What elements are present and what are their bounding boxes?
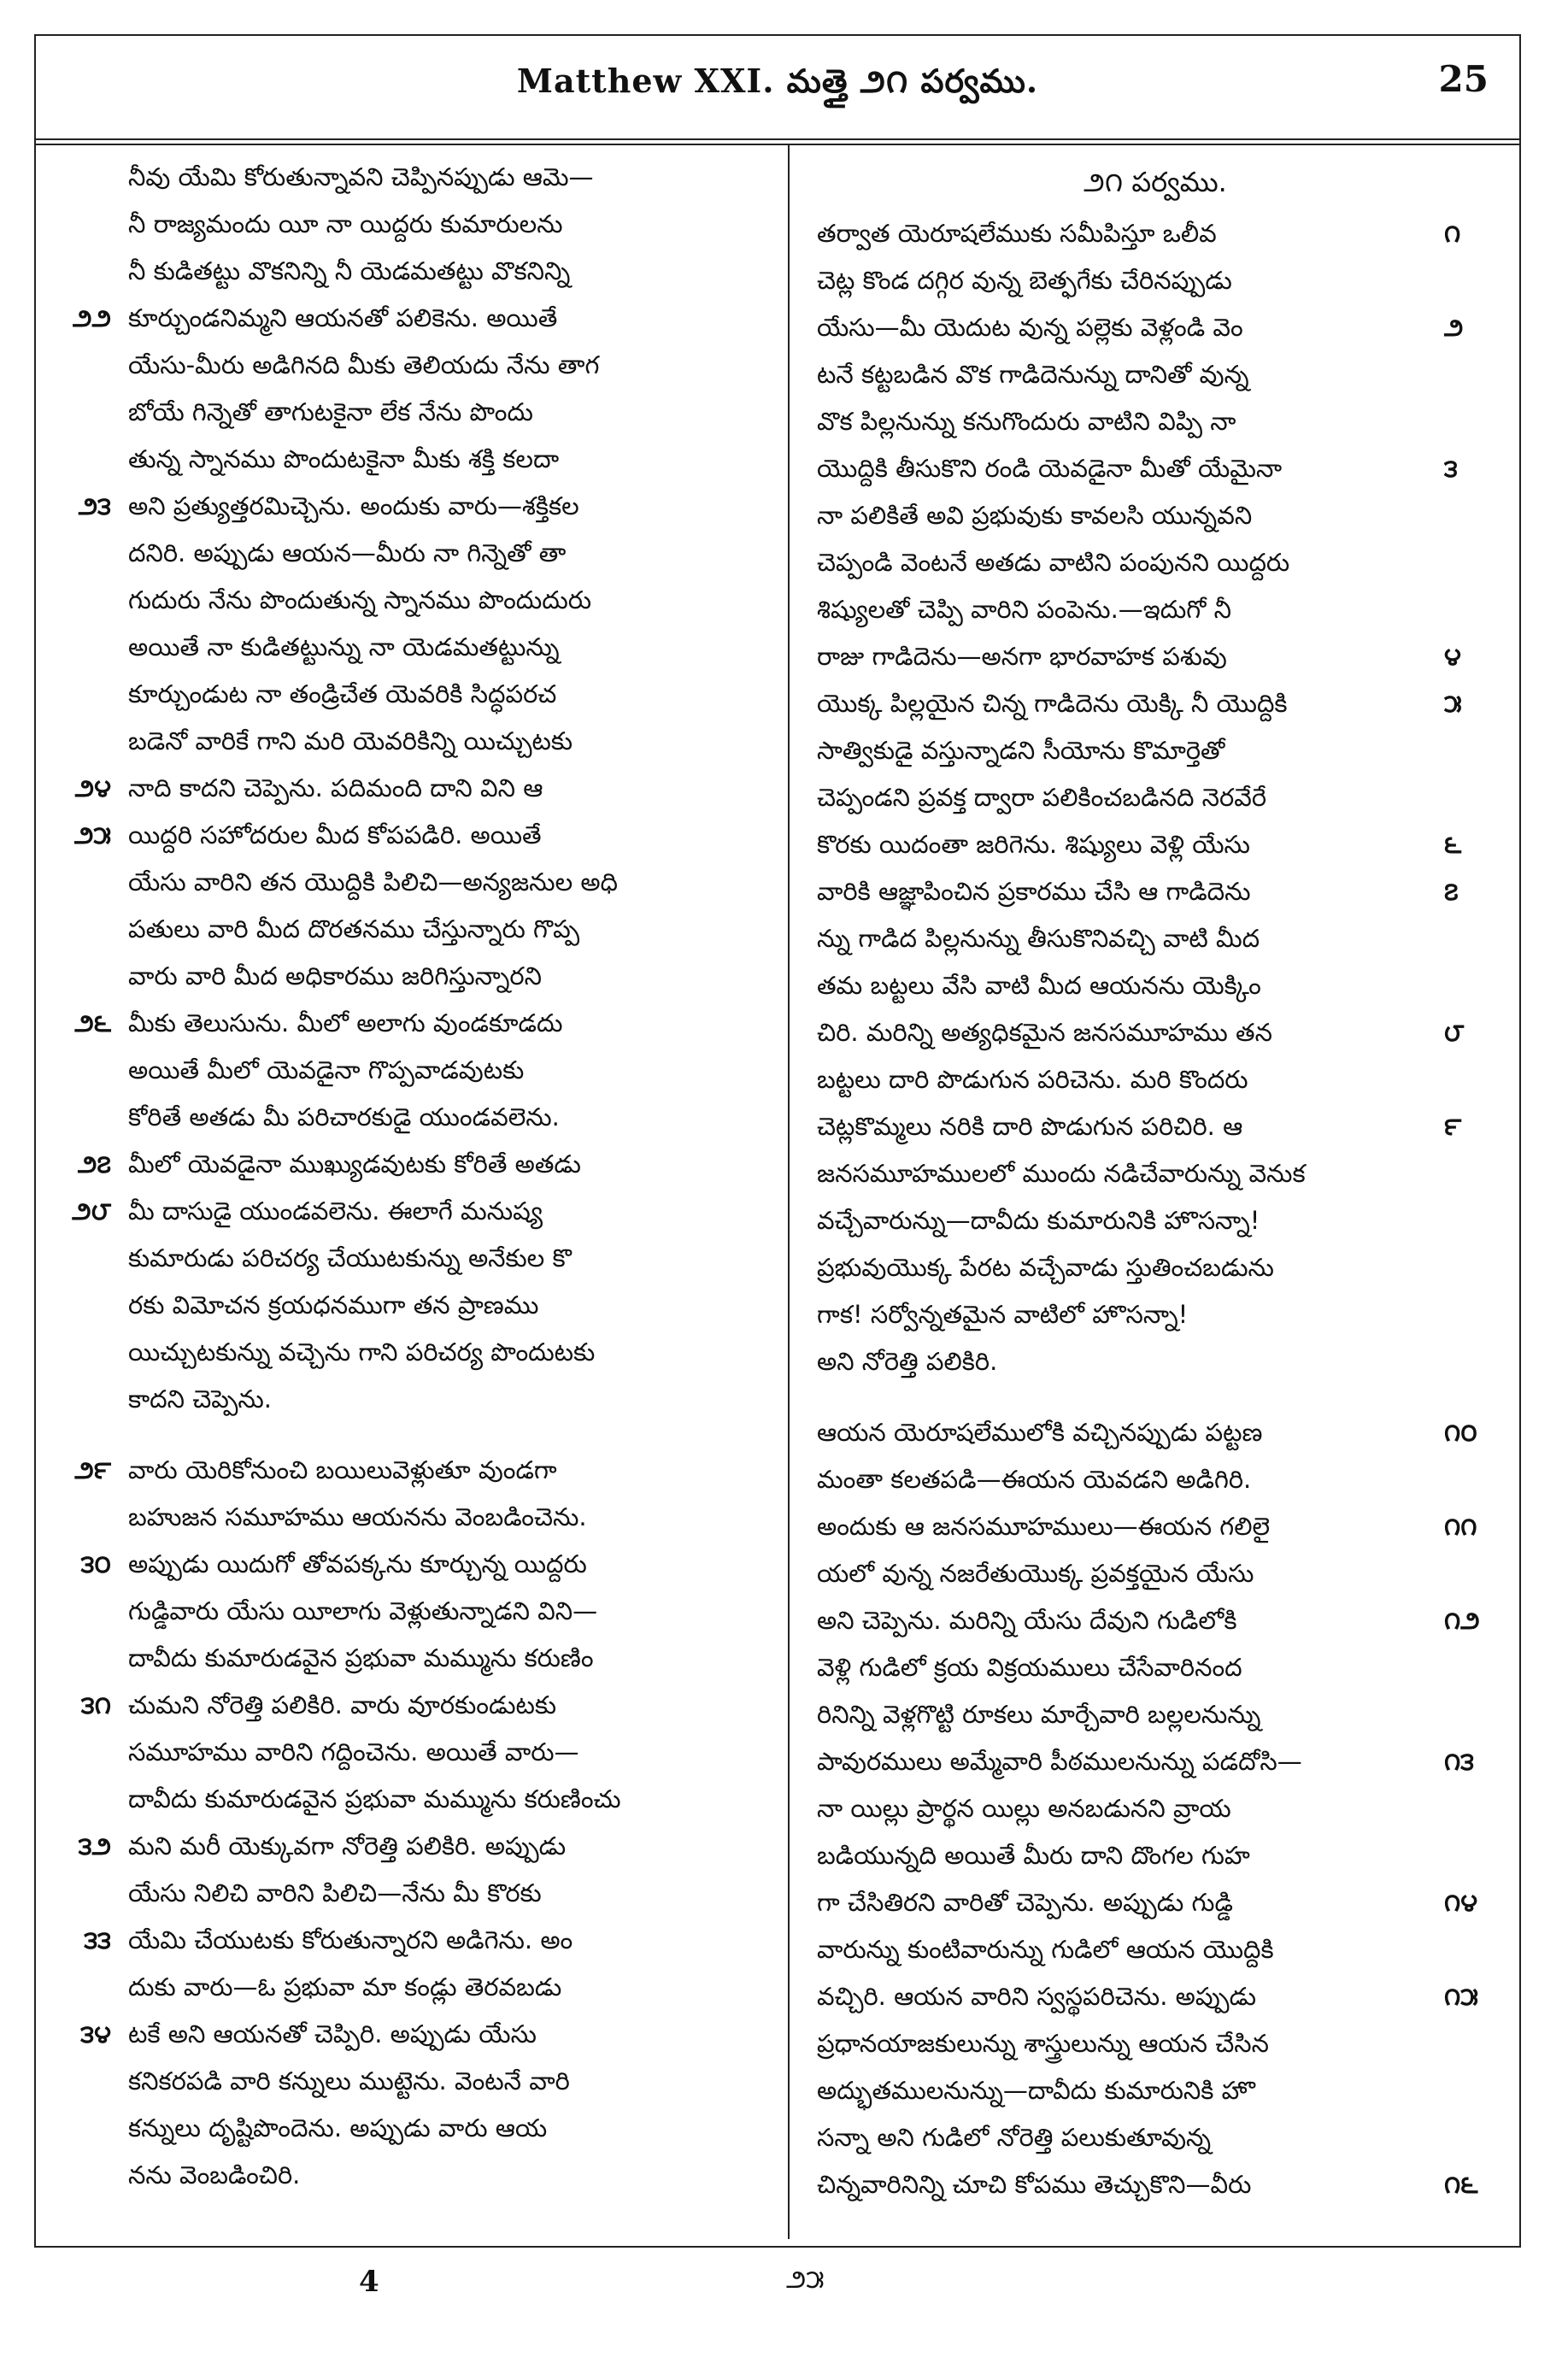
verse-number: ౩౪ (80, 2019, 111, 2048)
line-text: యేసు—మీ యెదుట వున్న పల్లెకు వెళ్లండి వెం (817, 313, 1243, 342)
text-line (43, 1376, 778, 1423)
text-line (43, 1447, 778, 1494)
text-line (43, 2011, 778, 2058)
line-text: బడియున్నది అయితే మీరు దాని దొంగల గుహ (817, 1841, 1250, 1870)
text-line (43, 248, 778, 295)
line-text: యేమి చేయుటకు కోరుతున్నారని అడిగెను. అం (128, 1925, 573, 1954)
line-text: నా యిల్లు ప్రార్థన యిల్లు అనబడునని వ్రాయ (817, 1794, 1231, 1823)
line-text: జనసమూహములలో ముందు నడిచేవారున్ను వెనుక (817, 1159, 1306, 1188)
text-line (798, 1409, 1512, 1456)
line-text: మీలో యెవడైనా ముఖ్యుడవుటకు కోరితే అతడు (128, 1149, 581, 1178)
text-line (798, 1879, 1512, 1926)
running-title: Matthew XXI. మత్తై ౨౧ పర్వము. (516, 62, 1039, 100)
line-text: గా చేసితిరని వారితో చెప్పెను. అప్పుడు గుడ్డి (817, 1888, 1233, 1917)
line-text: అయితే నా కుడితట్టున్ను నా యెడమతట్టున్ను (128, 632, 560, 661)
line-text: సాత్వికుడై వస్తున్నాడని సీయోను కొమార్తెతో (817, 736, 1225, 765)
text-line (798, 1691, 1512, 1738)
text-line (43, 2152, 778, 2199)
signature-mark: 4 (359, 2265, 379, 2299)
right-column (798, 154, 1512, 2208)
line-text: సన్నా అని గుడిలో నోరెత్తి పలుకుతూవున్న (817, 2123, 1212, 2152)
line-text: నను వెంబడించిరి. (128, 2160, 301, 2189)
line-text: వచ్చేవారున్ను—దావీదు కుమారునికి హొసన్నా! (817, 1206, 1260, 1235)
text-line (43, 483, 778, 530)
text-line (43, 577, 778, 624)
text-line (43, 1094, 778, 1141)
verse-number: ౨౭ (77, 1149, 111, 1178)
line-text: మంతా కలతపడి—ఈయన యెవడని అడిగిరి. (817, 1465, 1252, 1494)
text-line (43, 1682, 778, 1729)
line-text: రాజు గాడిదెను—అనగా భారవాహక పశువు (817, 642, 1227, 671)
text-line (798, 2114, 1512, 2161)
text-line (798, 351, 1512, 398)
line-text: అందుకు ఆ జనసమూహములు—ఈయన గలిలై (817, 1512, 1271, 1541)
line-text: నీ రాజ్యమందు యీ నా యిద్దరు కుమారులను (128, 209, 563, 238)
line-text: శిష్యులతో చెప్పి వారిని పంపెను.—ఇదుగో నీ (817, 595, 1231, 624)
left-column (43, 154, 778, 2199)
page-number: 25 (1438, 58, 1489, 100)
text-line (43, 530, 778, 577)
text-line (43, 1729, 778, 1776)
verse-number: ౧౩ (1444, 1747, 1475, 1776)
line-text: కుమారుడు పరిచర్య చేయుటకున్ను అనేకుల కొ (128, 1243, 572, 1273)
text-line (43, 1047, 778, 1094)
verse-number: ౩౨ (78, 1831, 111, 1860)
text-line (798, 586, 1512, 633)
text-line (43, 1000, 778, 1047)
verse-number: ౩ (1444, 454, 1458, 483)
line-text: నీవు యేమి కోరుతున్నావని చెప్పినప్పుడు ఆమె— (128, 162, 594, 191)
text-line (798, 398, 1512, 445)
line-text: పావురములు అమ్మేవారి పీఠములనున్ను పడదోసి— (817, 1747, 1302, 1776)
line-text: వారు వారి మీద అధికారము జరిగిస్తున్నారని (128, 961, 542, 990)
text-line (43, 201, 778, 248)
line-text: చెప్పండని ప్రవక్త ద్వారా పలికించబడినది నెరవేరే (817, 783, 1267, 812)
verse-number: ౨౫ (73, 820, 111, 849)
text-line (798, 774, 1512, 821)
line-text: పతులు వారి మీద దొరతనము చేస్తున్నారు గొప్ప (128, 914, 580, 943)
text-line (43, 1588, 778, 1635)
verse-number: ౨౮ (72, 1196, 111, 1226)
text-line (798, 727, 1512, 774)
text-line (798, 1738, 1512, 1785)
line-text: బట్టలు దారి పొడుగున పరిచెను. మరి కొందరు (817, 1065, 1248, 1094)
verse-number: ౩౩ (84, 1925, 111, 1954)
text-line (798, 915, 1512, 962)
text-line (798, 821, 1512, 868)
line-text: దావీదు కుమారుడవైన ప్రభువా మమ్మును కరుణిం (128, 1643, 594, 1672)
line-text: చుమని నోరెత్తి పలికిరి. వారు వూరకుండుటకు (128, 1690, 557, 1719)
line-text: కనికరపడి వారి కన్నులు ముట్టెను. వెంటనే వారి (128, 2066, 570, 2095)
text-line (798, 1926, 1512, 1973)
text-line (43, 1776, 778, 1823)
text-line (798, 1832, 1512, 1879)
verse-number: ౨౨ (73, 303, 111, 332)
text-line (43, 718, 778, 765)
header-rule-double (34, 144, 1521, 145)
text-line (798, 1503, 1512, 1550)
text-line (798, 304, 1512, 351)
line-text: చెప్పండి వెంటనే అతడు వాటిని పంపునని యిద్దరు (817, 548, 1290, 577)
verse-number: ౧౫ (1444, 1982, 1478, 2011)
verse-number: ౯ (1444, 1112, 1462, 1141)
verse-number: ౧౦ (1444, 1418, 1477, 1447)
text-line (798, 1150, 1512, 1197)
line-text: మీ దాసుడై యుండవలెను. ఈలాగే మనుష్య (128, 1196, 543, 1226)
line-text: యొక్క పిల్లయైన చిన్న గాడిదెను యెక్కి నీ యొద్దికి (817, 689, 1288, 718)
text-line (798, 633, 1512, 680)
text-line (798, 539, 1512, 586)
verse-number: ౨౬ (74, 1008, 111, 1037)
header-rule (34, 138, 1521, 140)
text-line (798, 1056, 1512, 1103)
verse-number: ౧౬ (1444, 2170, 1478, 2199)
text-line (798, 492, 1512, 539)
verse-number: ౬ (1444, 830, 1462, 859)
text-line (43, 671, 778, 718)
text-line (798, 2067, 1512, 2114)
line-text: దుకు వారు—ఓ ప్రభువా మా కండ్లు తెరవబడు (128, 1972, 562, 2001)
line-text: చిరి. మరిన్ని అత్యధికమైన జనసమూహము తన (817, 1018, 1272, 1047)
text-line (798, 1973, 1512, 2020)
line-text: ఆయన యెరూషలేములోకి వచ్చినప్పుడు పట్టణ (817, 1418, 1263, 1447)
page-footer (34, 2256, 1521, 2316)
verse-number: ౫ (1444, 689, 1462, 718)
verse-number: ౧౪ (1444, 1888, 1478, 1917)
line-text: న్ను గాడిద పిల్లనున్ను తీసుకొనివచ్చి వాటి మీద (817, 924, 1260, 953)
line-text: యలో వున్న నజరేతుయొక్క ప్రవక్తయైన యేసు (817, 1559, 1254, 1588)
line-text: యొద్దికి తీసుకొని రండి యెవడైనా మీతో యేమైనా (817, 454, 1283, 483)
text-line (43, 1823, 778, 1870)
text-line (798, 1644, 1512, 1691)
chapter-heading: ౨౧ పర్వము. (1084, 166, 1227, 198)
line-text: యిచ్చుటకున్ను వచ్చెను గాని పరిచర్య పొందుటకు (128, 1337, 596, 1367)
text-line (43, 1541, 778, 1588)
line-text: అయితే మీలో యెవడైనా గొప్పవాడవుటకు (128, 1055, 525, 1084)
line-text: తర్వాత యెరూషలేముకు సమీపిస్తూ ఒలీవ (817, 219, 1217, 248)
text-line (43, 906, 778, 953)
line-text: చిన్నవారినిన్ని చూచి కోపము తెచ్చుకొని—వీరు (817, 2170, 1252, 2199)
text-line (798, 1456, 1512, 1503)
line-text: నా పలికితే అవి ప్రభువుకు కావలసి యున్నవని (817, 501, 1253, 530)
text-line (43, 295, 778, 342)
verse-number: ౧ (1444, 219, 1461, 248)
text-line (43, 1917, 778, 1964)
line-text: ప్రధానయాజకులున్ను శాస్త్రులున్ను ఆయన చేసిన (817, 2029, 1269, 2058)
line-text: తమ బట్టలు వేసి వాటి మీద ఆయనను యెక్కిం (817, 971, 1261, 1000)
text-line (798, 1597, 1512, 1644)
text-line (43, 1329, 778, 1376)
verse-number: ౩౧ (80, 1690, 111, 1719)
text-line (43, 2058, 778, 2105)
right-column-lines (798, 210, 1512, 2208)
text-line (43, 1635, 778, 1682)
verse-number: ౨౪ (74, 773, 111, 802)
line-text: తున్న స్నానము పొందుటకైనా మీకు శక్తి కలదా (128, 444, 560, 473)
line-text: యిద్దరి సహోదరుల మీద కోపపడిరి. అయితే (128, 820, 542, 849)
line-text: కూర్చుండుట నా తండ్రిచేత యెవరికి సిద్ధపరచ (128, 679, 557, 708)
line-text: కోరితే అతడు మీ పరిచారకుడై యుండవలెను. (128, 1102, 560, 1131)
line-text: నాది కాదని చెప్పెను. పదిమంది దాని విని ఆ (128, 773, 543, 802)
line-text: అని ప్రత్యుత్తరమిచ్చెను. అందుకు వారు—శక్తికల (128, 491, 579, 520)
verse-number: ౧౧ (1444, 1512, 1477, 1541)
line-text: కాదని చెప్పెను. (128, 1384, 272, 1414)
line-text: బడెనో వారికే గాని మరి యెవరికిన్ని యిచ్చుటకు (128, 726, 573, 755)
line-text: కన్నులు దృష్టిపొందెను. అప్పుడు వారు ఆయ (128, 2113, 548, 2142)
line-text: చెట్ల కొండ దగ్గిర వున్న బెత్ఫగేకు చేరినప్పుడు (817, 266, 1232, 295)
text-line (798, 445, 1512, 492)
text-line (798, 680, 1512, 727)
text-line (798, 1338, 1512, 1385)
text-line (798, 1009, 1512, 1056)
text-line (43, 1494, 778, 1541)
verse-number: ౨ (1444, 313, 1464, 342)
text-line (43, 1188, 778, 1235)
line-text: కూర్చుండనిమ్మని ఆయనతో పలికెను. అయితే (128, 303, 558, 332)
column-divider (788, 145, 790, 2239)
line-text: యేసు-మీరు అడిగినది మీకు తెలియదు నేను తాగ (128, 350, 600, 379)
text-line (43, 342, 778, 389)
text-line (798, 1291, 1512, 1338)
verse-number: ౪ (1444, 642, 1461, 671)
line-text: టకే అని ఆయనతో చెప్పిరి. అప్పుడు యేసు (128, 2019, 537, 2048)
text-line (43, 1870, 778, 1917)
text-line (43, 2105, 778, 2152)
text-line (798, 1197, 1512, 1244)
verse-number: ౮ (1444, 1018, 1465, 1047)
line-text: ప్రభువుయొక్క పేరట వచ్చేవాడు స్తుతించబడును (817, 1253, 1274, 1282)
text-line (43, 436, 778, 483)
line-text: అప్పుడు యిదుగో తోవపక్కను కూర్చున్న యిద్దరు (128, 1549, 587, 1578)
verse-number: ౭ (1444, 877, 1459, 906)
line-text: అని నోరెత్తి పలికిరి. (817, 1347, 998, 1376)
line-text: మని మరీ యెక్కువగా నోరెత్తి పలికిరి. అప్పుడు (128, 1831, 567, 1860)
text-line (43, 765, 778, 812)
verse-number: ౩౦ (80, 1549, 111, 1578)
line-text: బోయే గిన్నెతో తాగుటకైనా లేక నేను పొందు (128, 397, 533, 426)
line-text: యేసు వారిని తన యొద్దికి పిలిచి—అన్యజనుల అధి (128, 867, 619, 896)
folio-mark: ౨౫ (786, 2265, 825, 2295)
line-text: వారికి ఆజ్ఞాపించిన ప్రకారము చేసి ఆ గాడిదెను (817, 877, 1251, 906)
text-line (43, 1235, 778, 1282)
line-text: దావీదు కుమారుడవైన ప్రభువా మమ్మును కరుణించు (128, 1784, 621, 1813)
line-text: వొక పిల్లనున్ను కనుగొందురు వాటిని విప్పి నా (817, 407, 1236, 436)
line-text: గుడ్డివారు యేసు యీలాగు వెళ్లుతున్నాడని విని— (128, 1596, 598, 1625)
text-line (43, 812, 778, 859)
line-text: కొరకు యిదంతా జరిగెను. శిష్యులు వెళ్లి యేసు (817, 830, 1250, 859)
text-line (43, 624, 778, 671)
page-header (34, 43, 1521, 137)
text-line (798, 210, 1512, 257)
text-line (43, 389, 778, 436)
text-line (798, 2161, 1512, 2208)
text-line (43, 1141, 778, 1188)
text-line (798, 1550, 1512, 1597)
line-text: అని చెప్పెను. మరిన్ని యేసు దేవుని గుడిలోకి (817, 1606, 1237, 1635)
line-text: టనే కట్టబడిన వొక గాడిదెనున్ను దానితో వున్న (817, 360, 1249, 389)
paragraph-gap (43, 1423, 778, 1447)
line-text: యేసు నిలిచి వారిని పిలిచి—నేను మీ కొరకు (128, 1878, 542, 1907)
line-text: రకు విమోచన క్రయధనముగా తన ప్రాణము (128, 1290, 539, 1320)
text-line (798, 257, 1512, 304)
line-text: దనిరి. అప్పుడు ఆయన—మీరు నా గిన్నెతో తా (128, 538, 567, 567)
text-line (798, 1103, 1512, 1150)
line-text: మీకు తెలుసును. మీలో అలాగు వుండకూడదు (128, 1008, 563, 1037)
line-text: వెళ్లి గుడిలో క్రయ విక్రయములు చేసేవారినంద (817, 1653, 1242, 1682)
verse-number: ౨౯ (74, 1455, 111, 1484)
text-line (43, 1964, 778, 2011)
line-text: గుదురు నేను పొందుతున్న స్నానము పొందుదురు (128, 585, 592, 614)
line-text: వచ్చిరి. ఆయన వారిని స్వస్థపరిచెను. అప్పుడు (817, 1982, 1257, 2011)
line-text: గాక! సర్వోన్నతమైన వాటిలో హొసన్నా! (817, 1300, 1189, 1329)
verse-number: ౧౨ (1444, 1606, 1480, 1635)
line-text: నీ కుడితట్టు వొకనిన్ని నీ యెడమతట్టు వొకనిన్ని (128, 256, 571, 285)
text-line (798, 1244, 1512, 1291)
paragraph-gap (798, 1385, 1512, 1409)
line-text: వారున్ను కుంటివారున్ను గుడిలో ఆయన యొద్దికి (817, 1935, 1274, 1964)
line-text: రినిన్ని వెళ్లగొట్టి రూకలు మార్చేవారి బల్లలనున్ను (817, 1700, 1261, 1729)
text-line (43, 953, 778, 1000)
line-text: వారు యెరికోనుంచి బయిలువెళ్లుతూ వుండగా (128, 1455, 557, 1484)
text-line (43, 859, 778, 906)
line-text: బహుజన సమూహము ఆయనను వెంబడించెను. (128, 1502, 587, 1531)
line-text: అద్భుతములనున్ను—దావీదు కుమారునికి హొ (817, 2076, 1255, 2105)
text-line (43, 154, 778, 201)
text-line (798, 2020, 1512, 2067)
line-text: చెట్లకొమ్మలు నరికి దారి పొడుగున పరిచిరి. ఆ (817, 1112, 1243, 1141)
verse-number: ౨౩ (78, 491, 111, 520)
text-line (798, 1785, 1512, 1832)
footer-rule (34, 2246, 1521, 2248)
text-line (798, 868, 1512, 915)
text-line (43, 1282, 778, 1329)
line-text: సమూహము వారిని గద్దించెను. అయితే వారు— (128, 1737, 579, 1766)
text-line (798, 962, 1512, 1009)
